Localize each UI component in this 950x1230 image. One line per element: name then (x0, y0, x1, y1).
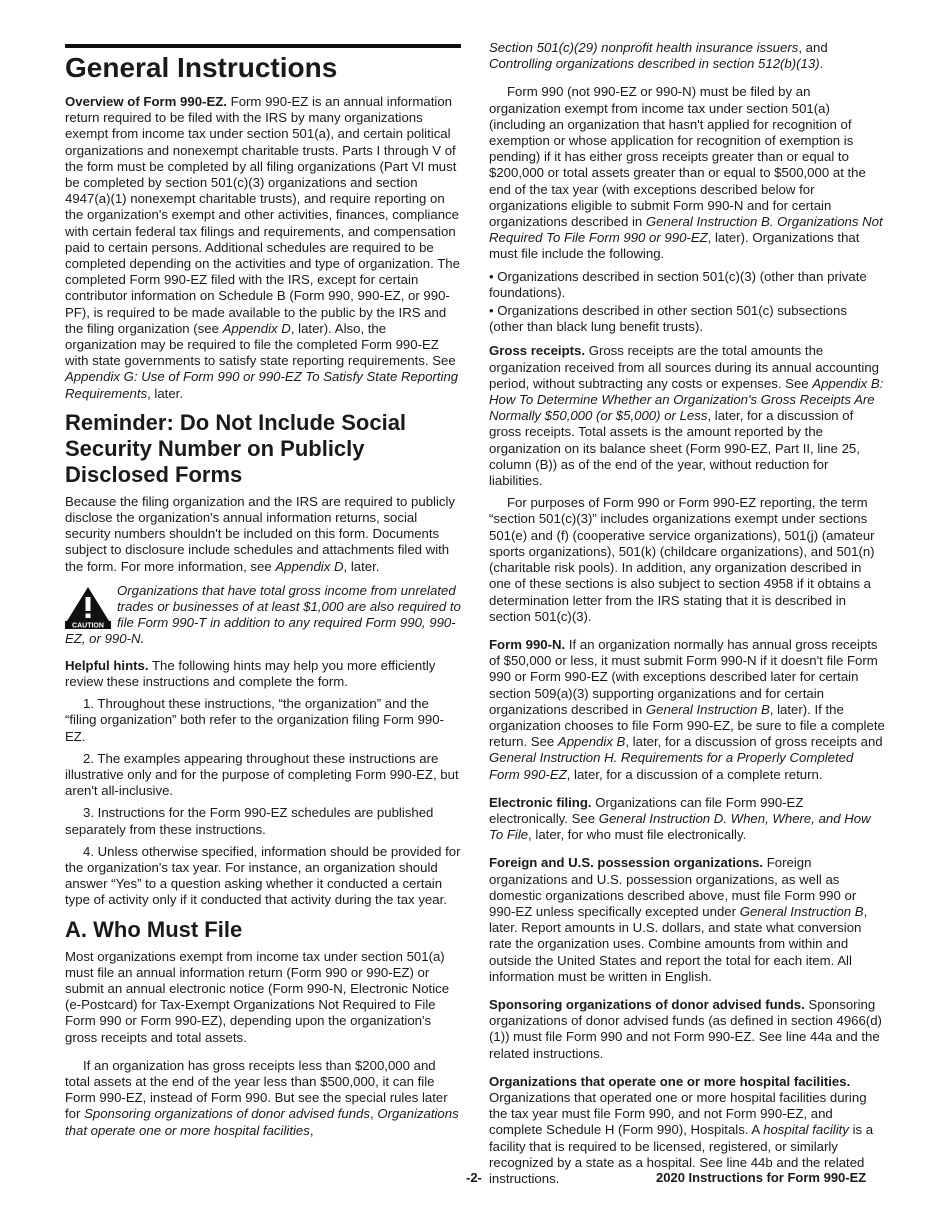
bullet-item: • Organizations described in other section 501(c) subsections (other than black lung benefit trusts). (489, 303, 847, 335)
caution-label: CAUTION (72, 622, 104, 629)
hint-item: 4. Unless otherwise specified, information should be provided for the organization's tax year. For instance, an organization should answer “Yes” to a question asking whether it conducted a certain type of activity only if it conducted that activity during the tax year. (65, 843, 461, 908)
continued-paragraph: Section 501(c)(29) nonprofit health insurance issuers, and Controlling organizations described in section 512(b)(13). (489, 40, 828, 72)
reminder-heading: Reminder: Do Not Include Social Security Number on Publicly Disclosed Forms (65, 409, 407, 487)
right-column (489, 40, 885, 1193)
bullet-item: • Organizations described in section 501(c)(3) (other than private foundations). (489, 268, 867, 300)
page-title: General Instructions (65, 52, 338, 83)
caution-text: Organizations that have total gross income from unrelated trades or businesses of at least $1,000 are also required to file Form 990-T in addition to any required Form 990, 990-EZ, or 990-N. (65, 582, 461, 647)
electronic-filing-paragraph: Electronic filing. Organizations can file Form 990-EZ electronically. See General Instruction D. When, Where, and How To File, later, for who must file electronically. (489, 794, 871, 843)
left-column (65, 40, 461, 1145)
who-must-file-heading: A. Who Must File (65, 916, 243, 942)
hint-item: 3. Instructions for the Form 990-EZ schedules are published separately from these instructions. (65, 805, 434, 837)
gross-receipts-paragraph: Gross receipts. Gross receipts are the total amounts the organization received from all sources during its annual accounting period, without subtracting any costs or expenses. See Appendix B: How To Determine Whether an Organization's Gross Receipts Are Normally $50,000 (or $5,000) or Less, later, for a discussion of gross receipts. Total assets is the amount reported by the organization on its balance sheet (Form 990-EZ, Part II, line 25, column (B)) as of the end of the year, without reduction for liabilities. (489, 343, 884, 489)
foreign-organizations-paragraph: Foreign and U.S. possession organizations. Foreign organizations and U.S. possession organizations, as well as domestic organizations described above, must file Form 990 or 990-EZ unless specifically excepted under General Instruction B, later. Report amounts in U.S. dollars, and state what conversion rate the organization uses. Combine amounts from within and outside the United States and report the total for each item. All information must be written in English. (489, 855, 868, 984)
hint-item: 2. The examples appearing throughout these instructions are illustrative only and for the purpose of completing Form 990-EZ, but aren't all-inclusive. (65, 750, 459, 799)
page-number: -2- (466, 1170, 482, 1185)
form-990n-paragraph: Form 990-N. If an organization normally has annual gross receipts of $50,000 or less, it must submit Form 990-N if it doesn't file Form 990 or Form 990-EZ (with exceptions described later for certain section 509(a)(3) supporting organizations and for certain organizations described in General Instruction B, later). If the organization chooses to file Form 990-EZ, be sure to file a complete return. See Appendix B, later, for a discussion of gross receipts and General Instruction H. Requirements for a Properly Completed Form 990-EZ, later, for a discussion of a complete return. (489, 636, 885, 782)
hints-paragraph: Helpful hints. The following hints may help you more efficiently review these instructions and complete the form. (65, 657, 436, 689)
form-990-paragraph: Form 990 (not 990-EZ or 990-N) must be filed by an organization exempt from income tax under section 501(a) (including an organization that hasn't applied for recognition of exemption or whose application for recognition of exemption is pending) if it has either gross receipts greater than or equal to $200,000 or total assets greater than or equal to $500,000 at the end of the tax year (with exceptions described below for organizations eligible to submit Form 990-N and for certain organizations described in General Instruction B. Organizations Not Required To File Form 990 or 990-EZ, later). Organizations that must file include the following. (489, 84, 883, 262)
overview-paragraph: Overview of Form 990-EZ. Form 990-EZ is an annual information return required to be filed with the IRS by many organizations exempt from income tax under section 501(a), and certain political organizations and nonexempt charitable trusts. Parts I through V of the form must be completed by all filing organizations (Part VI must be completed by section 501(c)(3) organizations and section 4947(a)(1) nonexempt charitable trusts), and require reporting on the organization's exempt and other activities, finances, compliance with certain federal tax filings and requirements, and compensation paid to certain persons. Additional schedules are required to be completed depending on the activities and type of organization. The completed Form 990-EZ filed with the IRS, except for certain contributor information on Schedule B (Form 990, 990-EZ, or 990-PF), is required to be made available to the public by the IRS and the filing organization (see Appendix D, later). Also, the organization may be required to file the completed Form 990-EZ with state governments to satisfy state reporting requirements. See Appendix G: Use of Form 990 or 990-EZ To Satisfy State Reporting Requirements, later. (65, 94, 460, 401)
sponsoring-organizations-paragraph: Sponsoring organizations of donor advised funds. Sponsoring organizations of donor advised funds (as defined in section 4966(d)(1)) must file Form 990 and not Form 990-EZ. See line 44a and the related instructions. (489, 996, 882, 1061)
who-paragraph-2: If an organization has gross receipts less than $200,000 and total assets at the end of the year less than $500,000, it can file Form 990-EZ, instead of Form 990. But see the special rules later for Sponsoring organizations of donor advised funds, Organizations that operate one or more hospital facilities, (65, 1057, 459, 1138)
purposes-paragraph: For purposes of Form 990 or Form 990-EZ reporting, the term “section 501(c)(3)” includes organizations exempt under sections 501(e) and (f) (cooperative service organizations), 501(j) (amateur sports organizations), 501(k) (childcare organizations), and 501(n) (charitable risk pools). In addition, any organization described in one of these sections is also subject to section 4958 if it obtains a determination letter from the IRS stating that it is described in section 501(c)(3). (489, 495, 875, 624)
hospital-facilities-paragraph: Organizations that operate one or more hospital facilities. Organizations that operated one or more hospital facilities during the tax year must file Form 990, and not Form 990-EZ, and complete Schedule H (Form 990), Hospitals. A hospital facility is a facility that is required to be licensed, registered, or similarly recognized by a state as a hospital. See line 44b and the related instructions. (489, 1073, 874, 1186)
overview-lead: Overview of Form 990-EZ. (65, 94, 227, 109)
who-paragraph-1: Most organizations exempt from income tax under section 501(a) must file an annual information return (Form 990 or 990-EZ) or submit an annual electronic notice (Form 990-N, Electronic Notice (e-Postcard) for Tax-Exempt Organizations Not Required to File Form 990 or Form 990-EZ), depending upon the organization's gross receipts and total assets. (65, 948, 450, 1045)
reminder-paragraph: Because the filing organization and the IRS are required to publicly disclose the organization's annual information returns, social security numbers shouldn't be included on this form. Documents subject to disclosure include schedules and attachments filed with the form. For more information, see Appendix D, later. (65, 493, 456, 574)
heading-rule (65, 44, 461, 48)
hint-item: 1. Throughout these instructions, “the organization” and the “filing organization” both refer to the organization filing Form 990-EZ. (65, 696, 444, 744)
caution-note (65, 583, 461, 648)
document-title: 2020 Instructions for Form 990-EZ (656, 1170, 867, 1185)
caution-icon (65, 585, 111, 629)
